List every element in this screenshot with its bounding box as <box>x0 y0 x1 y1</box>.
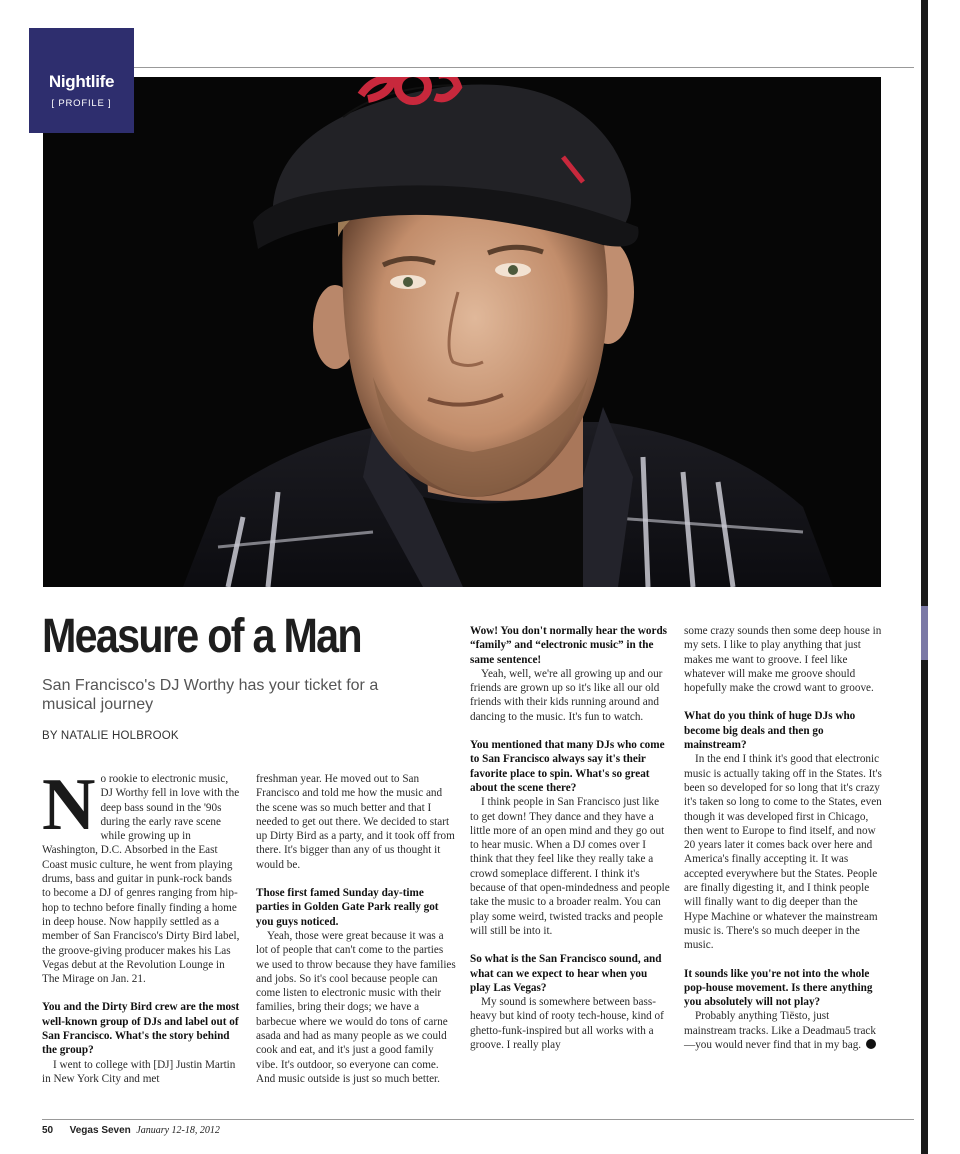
question: So what is the San Francisco sound, and what can we expect to hear when you play Las Vegas? <box>470 953 662 994</box>
intro-paragraph <box>42 764 242 986</box>
answer: freshman year. He moved out to San Francisco and told me how the music and the scene was so much better and that I needed to get out there. We decided to start up Dirty Bird as a party, and it took off from there. It's bigger than any of us thought it would be. <box>256 773 455 871</box>
answer: My sound is somewhere between bass-heavy but kind of rooty tech-house, kind of ghetto-funk-inspired but all works with a groove. I really play <box>470 996 664 1052</box>
answer: I went to college with [DJ] Justin Martin in New York City and met <box>42 1058 236 1085</box>
answer: Yeah, those were great because it was a lot of people that can't come to the parties we used to throw because they have families and jobs. So it's cool because people can come listen to electronic music with their families, bring their dogs; we have a barbecue where we would do tons of carne asada and had as many people as we could cook and eat, and it's just a good family vibe. It's outdoor, so everyone can come. And music outside is just so much better. <box>256 929 456 1085</box>
end-of-story-mark-icon <box>866 1039 876 1049</box>
answer: some crazy sounds then some deep house in my sets. I like to play anything that just makes me want to groove. I feel like whatever will make me groove should hopefully make the crowd want to groove. <box>684 625 882 695</box>
question: What do you think of huge DJs who become big deals and then go mainstream? <box>684 710 856 752</box>
answer: I think people in San Francisco just like to get down! They dance and they have a little more of an open mind and they go out to hear music. When a DJ comes over I think that they feel like they really take a crowd someplace different. I think it's because of that open-mindedness and people take the music to a broader realm. You can play some weird, twisted tracks and people will still be into it. <box>470 796 670 937</box>
intro-text: o rookie to electronic music, DJ Worthy fell in love with the deep bass sound in the '90s during the early rave scene while growing up in Washington, D.C. Absorbed in the East Coast music culture, he went from playing drums, bass and guitar in punk-rock bands to become a DJ of genres ranging from hip-hop to techno before finally finding a home in deep house. Now happily settled as a member of San Francisco's Dirty Bird label, the groove-giving producer makes his Las Vegas debut at the Revolution Lounge in The Mirage on Jan. 21. <box>42 773 240 986</box>
byline: BY NATALIE HOLBROOK <box>42 730 179 742</box>
article-column-3 <box>470 624 670 1052</box>
question: Wow! You don't normally hear the words “family” and “electronic music” in the same sentence! <box>470 625 668 666</box>
answer: In the end I think it's good that electronic music is actually taking off in the States. It's been so developed for so long that it's crazy it's taken so long to come to the States, even though it was developed first in Chicago, then went to Europe to find itself, and now 20 years later it comes back over here and America's finally accepting it. It was accepted everywhere but the States. People are finally digesting it, and I think people will finally want to dig deeper than the Hype Machine or whatever the mainstream music is. There's so much deeper in the music. <box>684 753 882 952</box>
answer: Yeah, well, we're all growing up and our friends are grown up so it's like all our old friends with their kids running around and dancing to the music. It's fun to watch. <box>470 667 663 723</box>
section-name: Nightlife <box>48 72 115 91</box>
final-answer-text: Probably anything Tiësto, just mainstream tracks. Like a Deadmau5 track—you would never find that in my bag. <box>684 1010 876 1052</box>
question: Those first famed Sunday day-time parties in Golden Gate Park really got you guys noticed. <box>256 887 439 928</box>
magazine-name: Vegas Seven <box>69 1125 131 1136</box>
section-tag <box>29 28 134 133</box>
question: You and the Dirty Bird crew are the most well-known group of DJs and label out of San Francisco. What's the story behind the group? <box>42 1001 240 1057</box>
page-footer <box>42 1125 220 1136</box>
drop-cap: N <box>42 764 96 846</box>
question: You mentioned that many DJs who come to San Francisco always say it's their favorite place to spin. What's so great about the scene there? <box>470 739 665 794</box>
issue-date: January 12-18, 2012 <box>136 1125 220 1136</box>
page-number: 50 <box>42 1125 54 1136</box>
article-dek: San Francisco's DJ Worthy has your ticket for a musical journey <box>42 677 379 713</box>
article-column-2 <box>256 772 456 1086</box>
footer-rule <box>42 1119 914 1120</box>
article-column-1 <box>42 764 242 1086</box>
final-answer <box>684 1009 884 1052</box>
top-rule <box>134 67 914 68</box>
page-spine <box>921 0 928 1154</box>
article-column-4 <box>684 624 884 1052</box>
article-headline: Measure of a Man <box>42 610 361 663</box>
section-subtitle: [ PROFILE ] <box>51 98 112 109</box>
portrait-photo <box>43 77 881 587</box>
question: It sounds like you're not into the whole pop-house movement. Is there anything you absolutely will not play? <box>684 967 873 1009</box>
spine-accent <box>921 606 928 660</box>
